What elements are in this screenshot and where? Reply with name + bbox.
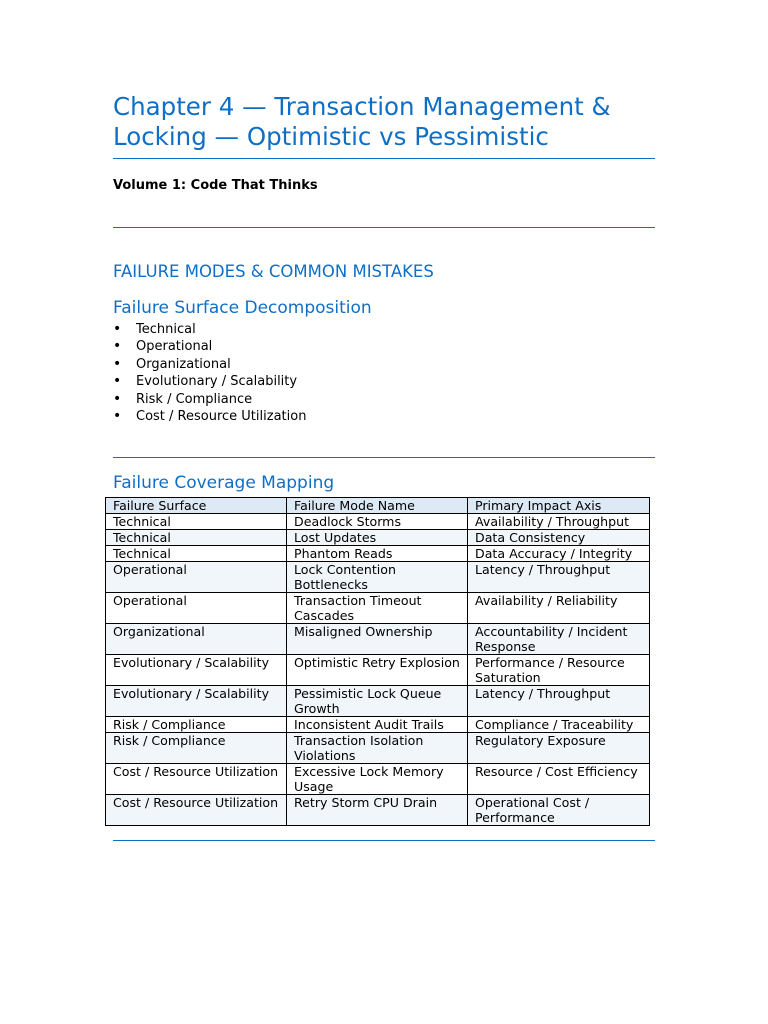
table-cell: Misaligned Ownership (287, 624, 468, 655)
table-cell: Risk / Compliance (106, 733, 287, 764)
table-row (106, 733, 650, 764)
bullet-icon: • (113, 373, 122, 390)
table-cell: Operational Cost / Performance (468, 795, 650, 826)
title-divider (113, 158, 655, 159)
list-item (113, 373, 306, 390)
table-cell: Transaction Timeout Cascades (287, 593, 468, 624)
table-cell: Lock Contention Bottlenecks (287, 562, 468, 593)
table-cell: Cost / Resource Utilization (106, 795, 287, 826)
table-cell: Retry Storm CPU Drain (287, 795, 468, 826)
failure-coverage-table (105, 497, 650, 826)
list-item-label: Technical (136, 322, 196, 337)
table-cell: Accountability / Incident Response (468, 624, 650, 655)
table-cell: Evolutionary / Scalability (106, 686, 287, 717)
subtitle-divider (113, 227, 655, 228)
table-cell: Lost Updates (287, 530, 468, 546)
table-cell: Data Consistency (468, 530, 650, 546)
table-cell: Risk / Compliance (106, 717, 287, 733)
section-heading: FAILURE MODES & COMMON MISTAKES (113, 262, 434, 281)
list-item (113, 391, 306, 408)
decomposition-heading: Failure Surface Decomposition (113, 298, 372, 318)
table-cell: Availability / Reliability (468, 593, 650, 624)
column-header: Primary Impact Axis (468, 498, 650, 514)
table-row (106, 717, 650, 733)
table-cell: Latency / Throughput (468, 686, 650, 717)
list-item (113, 356, 306, 373)
table-row (106, 593, 650, 624)
table-cell: Data Accuracy / Integrity (468, 546, 650, 562)
list-item (113, 321, 306, 338)
table-row (106, 624, 650, 655)
list-item (113, 408, 306, 425)
list-item-label: Risk / Compliance (136, 391, 253, 407)
failure-surface-list (113, 321, 306, 425)
table-cell: Technical (106, 514, 287, 530)
table-cell: Optimistic Retry Explosion (287, 655, 468, 686)
list-item-label: Operational (136, 339, 213, 355)
bullet-icon: • (113, 407, 122, 424)
table-row (106, 546, 650, 562)
table-body (106, 514, 650, 826)
table-cell: Performance / Resource Saturation (468, 655, 650, 686)
column-header: Failure Mode Name (287, 498, 468, 514)
table-row (106, 655, 650, 686)
table-row (106, 795, 650, 826)
table-row (106, 764, 650, 795)
table-cell: Pessimistic Lock Queue Growth (287, 686, 468, 717)
list-divider (113, 457, 655, 458)
page-title: Chapter 4 — Transaction Management & Locking — Optimistic vs Pessimistic (113, 92, 611, 151)
bullet-icon: • (113, 338, 122, 355)
table-row (106, 686, 650, 717)
table-row (106, 530, 650, 546)
table-cell: Excessive Lock Memory Usage (287, 764, 468, 795)
table-cell: Transaction Isolation Violations (287, 733, 468, 764)
table-cell: Technical (106, 546, 287, 562)
bullet-icon: • (113, 355, 122, 372)
table-cell: Resource / Cost Efficiency (468, 764, 650, 795)
table-cell: Deadlock Storms (287, 514, 468, 530)
table-cell: Evolutionary / Scalability (106, 655, 287, 686)
bullet-icon: • (113, 390, 122, 407)
table-row (106, 514, 650, 530)
table-cell: Organizational (106, 624, 287, 655)
list-item-label: Evolutionary / Scalability (136, 374, 298, 390)
list-item-label: Cost / Resource Utilization (136, 408, 307, 424)
table-cell: Phantom Reads (287, 546, 468, 562)
table-cell: Technical (106, 530, 287, 546)
table-cell: Availability / Throughput (468, 514, 650, 530)
mapping-heading: Failure Coverage Mapping (113, 473, 335, 493)
table-cell: Cost / Resource Utilization (106, 764, 287, 795)
list-item-label: Organizational (136, 356, 231, 372)
bullet-icon: • (113, 321, 122, 337)
table-divider (113, 840, 655, 841)
table-cell: Regulatory Exposure (468, 733, 650, 764)
table-cell: Operational (106, 562, 287, 593)
table-cell: Inconsistent Audit Trails (287, 717, 468, 733)
column-header: Failure Surface (106, 498, 287, 514)
volume-subtitle: Volume 1: Code That Thinks (113, 178, 318, 193)
table-row (106, 562, 650, 593)
table-cell: Compliance / Traceability (468, 717, 650, 733)
table-cell: Latency / Throughput (468, 562, 650, 593)
table-cell: Operational (106, 593, 287, 624)
table-header-row (106, 498, 650, 514)
list-item (113, 338, 306, 355)
